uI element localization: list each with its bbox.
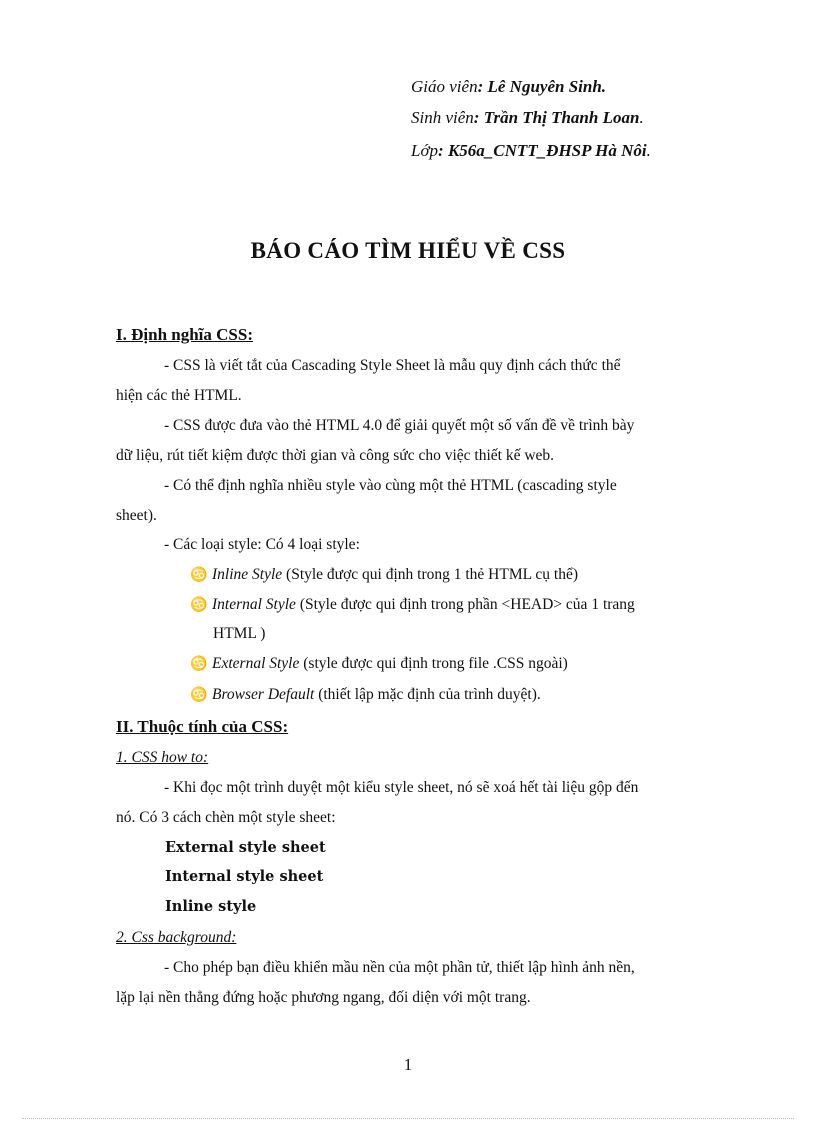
- footer-divider: [22, 1118, 794, 1119]
- class-label: Lớp: [411, 141, 439, 160]
- style-name: Browser Default: [212, 686, 315, 703]
- section2-heading: II. Thuộc tính của CSS:: [116, 717, 289, 736]
- section1-p1-line1: - CSS là viết tắt của Cascading Style Sheet là mẫu quy định cách thức thể: [164, 357, 621, 374]
- section2-sub2-line1: - Cho phép bạn điều khiển mầu nền của một phần tử, thiết lập hình ảnh nền,: [164, 959, 635, 976]
- class-line: [411, 141, 651, 161]
- page-number: 1: [403, 1055, 413, 1074]
- section2-sub1-heading: 1. CSS how to:: [116, 749, 209, 766]
- style-item: [190, 595, 635, 616]
- class-name: : K56a_CNTT_ĐHSP Hà Nôi: [438, 141, 647, 160]
- section1-p2-line2: dữ liệu, rút tiết kiệm được thời gian và công sức cho việc thiết kế web.: [116, 447, 555, 464]
- section2-sub2-heading: 2. Css background:: [116, 929, 237, 946]
- section1-p2-line1: - CSS được đưa vào thẻ HTML 4.0 để giải quyết một số vấn đề về trình bày: [164, 417, 635, 434]
- section1-p3-line1: - Có thể định nghĩa nhiều style vào cùng một thẻ HTML (cascading style: [164, 477, 617, 494]
- style-item-continuation: HTML ): [213, 625, 266, 642]
- page-title: BÁO CÁO TÌM HIỂU VỀ CSS: [250, 238, 566, 263]
- section1-p3-line2: sheet).: [116, 507, 157, 524]
- class-end: .: [646, 141, 651, 160]
- student-end: .: [639, 108, 644, 127]
- method-item: External style sheet: [165, 839, 326, 856]
- style-desc: (Style được qui định trong 1 thẻ HTML cụ thể): [282, 566, 578, 583]
- student-label: Sinh viên: [411, 108, 474, 127]
- style-item: [190, 685, 541, 706]
- style-desc: (thiết lập mặc định của trình duyệt).: [314, 686, 541, 703]
- style-name: External Style: [212, 655, 300, 672]
- bullet-icon: ♋: [190, 657, 208, 672]
- method-item: Inline style: [165, 898, 257, 915]
- section1-p1-line2: hiện các thẻ HTML.: [116, 387, 242, 404]
- teacher-name: : Lê Nguyên Sinh.: [477, 77, 607, 96]
- style-name: Internal Style: [212, 596, 296, 613]
- style-item: [190, 565, 578, 586]
- bullet-icon: ♋: [190, 598, 208, 613]
- style-item: [190, 654, 568, 675]
- section2-sub1-line1: - Khi đọc một trình duyệt một kiểu style sheet, nó sẽ xoá hết tài liệu gộp đến: [164, 779, 639, 796]
- bullet-icon: ♋: [190, 568, 208, 583]
- student-line: [411, 108, 644, 128]
- method-item: Internal style sheet: [165, 868, 324, 885]
- style-desc: (style được qui định trong file .CSS ngoài): [299, 655, 568, 672]
- section1-heading: I. Định nghĩa CSS:: [116, 325, 254, 344]
- style-name: Inline Style: [212, 566, 283, 583]
- style-desc: (Style được qui định trong phần <HEAD> của 1 trang: [295, 596, 635, 613]
- student-name: : Trần Thị Thanh Loan: [473, 108, 640, 127]
- section1-p4: - Các loại style: Có 4 loại style:: [164, 536, 360, 553]
- section2-sub2-line2: lặp lại nền thẳng đứng hoặc phương ngang, đối diện với một trang.: [116, 989, 531, 1006]
- teacher-label: Giáo viên: [411, 77, 478, 96]
- teacher-line: [411, 77, 606, 97]
- section2-sub1-line2: nó. Có 3 cách chèn một style sheet:: [116, 809, 336, 826]
- bullet-icon: ♋: [190, 688, 208, 703]
